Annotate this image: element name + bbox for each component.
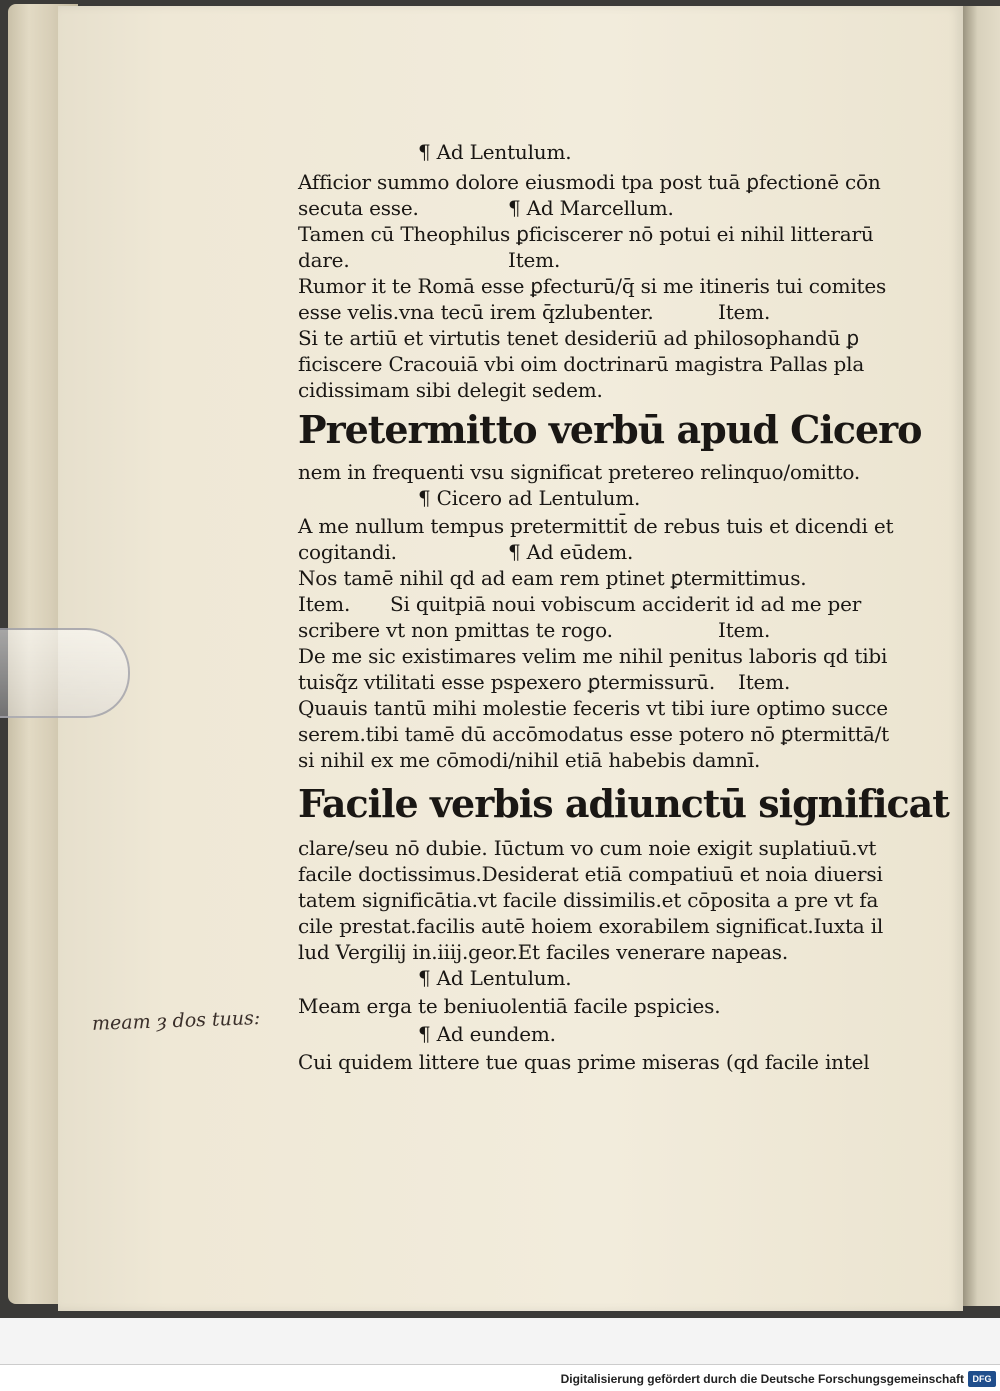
text-line: lud Vergilij in.iiij.geor.Et faciles venerare napeas. [298,940,789,964]
text-line: Quauis tantū mihi molestie feceris vt tibi iure optimo succe [298,696,888,720]
text-line: De me sic existimares velim me nihil penitus laboris qd tibi [298,644,888,668]
heading-ad-lentulum-2: ¶ Ad Lentulum. [418,966,572,990]
item-marker: Item. [718,618,771,642]
section-heading-pretermitto: Pretermitto verbū apud Cicero [298,407,922,452]
text-line: cile prestat.facilis autē hoiem exorabilem significat.Iuxta il [298,914,884,938]
text-line: Afficior summo dolore eiusmodi tpa post tuā ꝑfectionē cōn [298,170,881,194]
text-line: ficiscere Cracouiā vbi oim doctrinarū magistra Pallas pla [298,352,865,376]
text-line: Si quitpiā noui vobiscum acciderit id ad me per [390,592,862,616]
text-line: esse velis.vna tecū irem q̄zlubenter. [298,300,654,324]
section-heading-facile: Facile verbis adiunctū significat [298,781,949,826]
text-line: tuisq̃z vtilitati esse pspexero ꝑtermissurū. [298,670,715,694]
text-line: Meam erga te beniuolentiā facile pspicies. [298,994,721,1018]
text-line: serem.tibi tamē dū accōmodatus esse potero nō ꝑtermittā/t [298,722,889,746]
text-line: clare/seu nō dubie. Iūctum vo cum noie exigit suplatiuū.vt [298,836,877,860]
heading-ad-eundem-2: ¶ Ad eundem. [418,1022,556,1046]
text-line: Cui quidem littere tue quas prime miseras (qd facile intel [298,1050,870,1074]
item-marker: Item. [738,670,791,694]
text-line: scribere vt non pmittas te rogo. [298,618,613,642]
text-line: si nihil ex me cōmodi/nihil etiā habebis damnī. [298,748,761,772]
text-line: Rumor it te Romā esse ꝑfecturū/q̄ si me itineris tui comites [298,274,887,298]
footer-strip [0,1364,1000,1391]
text-line: tatem significātia.vt facile dissimilis.et cōposita a pre vt fa [298,888,879,912]
dfg-logo: DFG [968,1371,996,1387]
text-line: nem in frequenti vsu significat pretereo relinquo/omitto. [298,460,861,484]
text-line: Tamen cū Theophilus ꝑficiscerer nō potui ei nihil litterarū [298,222,874,246]
text-line: facile doctissimus.Desiderat etiā compatiuū et noia diuersi [298,862,883,886]
margin-annotation: meam ȝ dos tuus: [91,1007,261,1035]
text-line: Si te artiū et virtutis tenet desideriū ad philosophandū ꝑ [298,326,859,350]
facing-page-edge [963,6,1000,1306]
text-line: secuta esse. [298,196,419,220]
page-clip [0,628,130,718]
heading-ad-lentulum: ¶ Ad Lentulum. [418,140,572,164]
heading-cicero-ad-lentulum: ¶ Cicero ad Lentulum. [418,486,641,510]
item-marker: Item. [718,300,771,324]
heading-ad-eundem: ¶ Ad eūdem. [508,540,634,564]
text-line: cidissimam sibi delegit sedem. [298,378,603,402]
item-marker: Item. [508,248,561,272]
text-line: Nos tamē nihil qd ad eam rem ptinet ꝑtermittimus. [298,566,807,590]
heading-ad-marcellum: ¶ Ad Marcellum. [508,196,674,220]
text-line: dare. [298,248,350,272]
item-marker: Item. [298,592,351,616]
text-line: cogitandi. [298,540,397,564]
text-line: A me nullum tempus pretermittit̄ de rebus tuis et dicendi et [298,514,894,538]
funding-credit: Digitalisierung gefördert durch die Deutsche Forschungsgemeinschaft [560,1372,964,1386]
